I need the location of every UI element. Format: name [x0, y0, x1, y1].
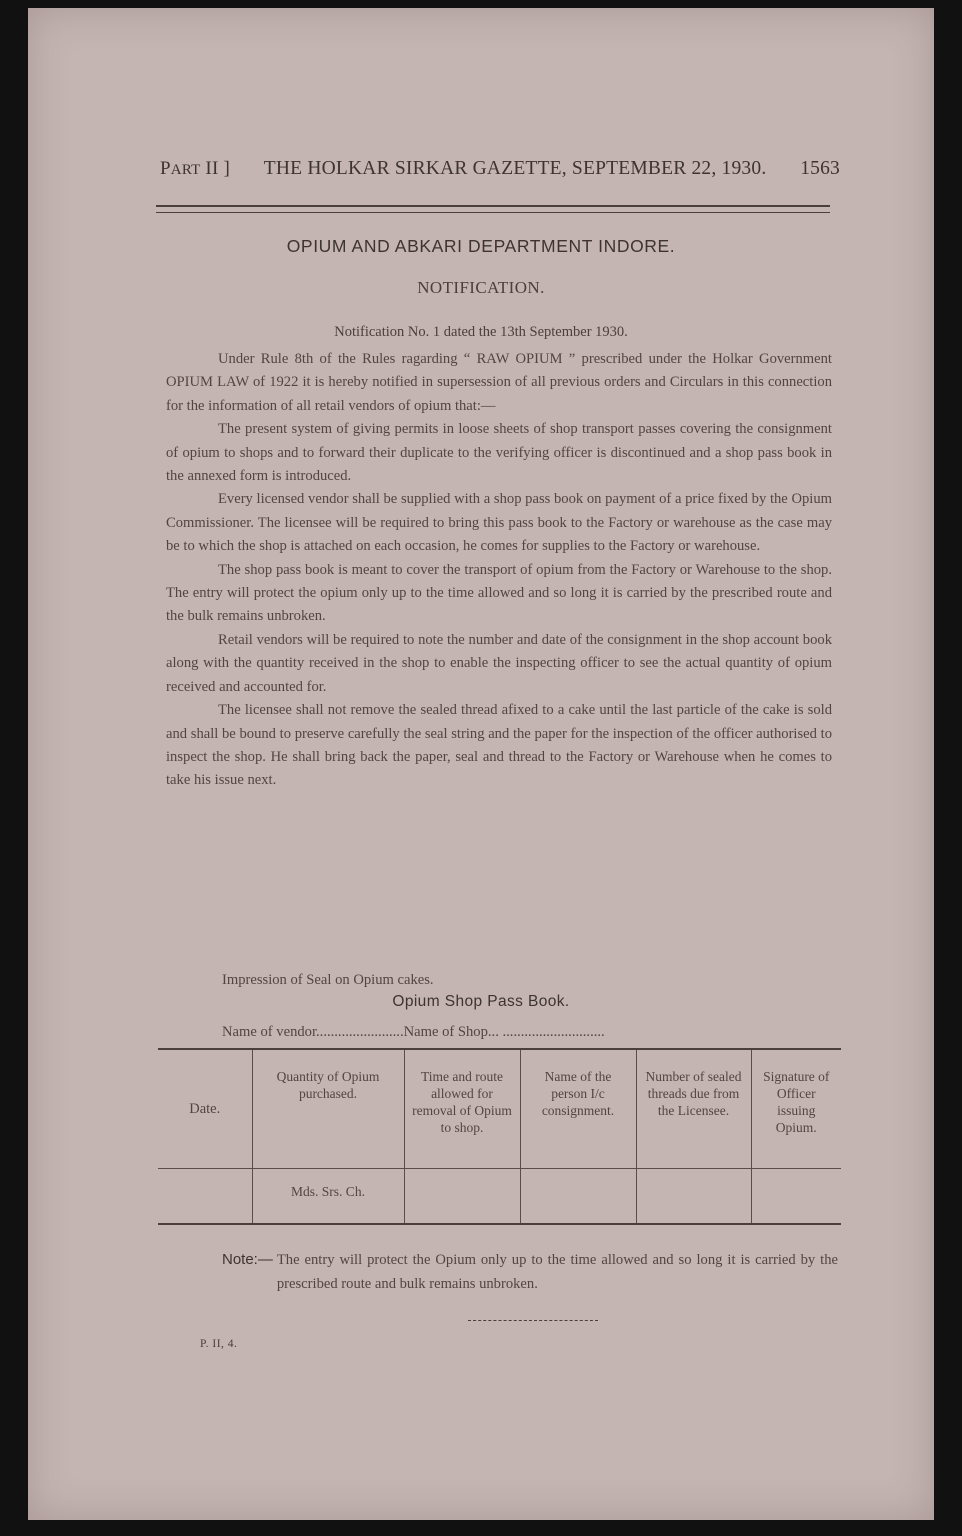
column-header-threads: Number of sealed threads due from the Licensee.	[636, 1049, 751, 1169]
gazette-header	[160, 158, 840, 180]
notification-number: Notification No. 1 dated the 13th September 1930.	[334, 324, 628, 340]
vendor-dots: ........................	[316, 1024, 404, 1040]
note-label: Note:—	[222, 1251, 273, 1268]
page-number: 1563	[800, 158, 840, 179]
table-cell	[158, 1169, 252, 1225]
part-prefix: P	[160, 158, 171, 179]
table-cell	[520, 1169, 636, 1225]
column-header-time-route: Time and route allowed for removal of Opium to shop.	[404, 1049, 520, 1169]
pass-book-title: Opium Shop Pass Book.	[392, 993, 570, 1010]
part-label	[160, 158, 230, 180]
header-rule	[156, 205, 830, 213]
pass-book-table	[158, 1048, 841, 1225]
table-cell	[751, 1169, 841, 1225]
gazette-title: THE HOLKAR SIRKAR GAZETTE, SEPTEMBER 22, 1930.	[263, 158, 767, 179]
vendor-line	[222, 1024, 822, 1041]
column-header-person: Name of the person I/c consignment.	[520, 1049, 636, 1169]
notification-title: NOTIFICATION.	[417, 278, 545, 297]
table-cell	[404, 1169, 520, 1225]
closing-rule	[468, 1320, 598, 1321]
table-header-row	[158, 1049, 841, 1169]
column-header-date: Date.	[189, 1100, 221, 1117]
paragraph: Every licensed vendor shall be supplied with a shop pass book on payment of a price fixed by the Opium Commissioner. The licensee will be required to bring this pass book to the Factory or warehouse as the case may be to which the shop is attached on each occasion, he comes for supplies to the Factory or warehouse.	[166, 491, 832, 555]
department-heading: OPIUM AND ABKARI DEPARTMENT INDORE.	[286, 236, 676, 256]
part-small: ART	[170, 162, 201, 178]
vendor-label: Name of vendor	[222, 1024, 317, 1040]
paragraph: The licensee shall not remove the sealed thread afixed to a cake until the last particle of the cake is sold and shall be bound to preserve carefully the seal string and the paper for the inspection of the officer authorised to inspect the shop. He shall bring back the paper, seal and thread to the Factory or Warehouse when he comes to take his issue next.	[166, 702, 832, 789]
paragraph: Under Rule 8th of the Rules ragarding “ RAW OPIUM ” prescribed under the Holkar Government OPIUM LAW of 1922 it is hereby notified in supersession of all previous orders and Circulars in this connection for the information of all retail vendors of opium that:—	[166, 351, 832, 414]
table-row	[158, 1169, 841, 1225]
seal-line: Impression of Seal on Opium cakes.	[222, 972, 434, 988]
part-suffix: II ]	[200, 158, 230, 179]
paragraph: The shop pass book is meant to cover the transport of opium from the Factory or Warehouse to the shop. The entry will protect the opium only up to the time allowed and so long it is carried by the prescribed route and the bulk remains unbroken.	[166, 561, 832, 625]
note	[222, 1248, 838, 1296]
gazette-page	[28, 8, 934, 1520]
column-header-signature: Signature of Officer issuing Opium.	[751, 1049, 841, 1169]
column-header-quantity: Quantity of Opium purchased.	[252, 1049, 404, 1169]
paragraph: Retail vendors will be required to note the number and date of the consignment in the shop account book along with the quantity received in the shop to enable the inspecting officer to see the actual quantity of opium received and accounted for.	[166, 631, 832, 695]
footer-reference: P. II, 4.	[200, 1338, 238, 1350]
shop-dots: ... ............................	[487, 1024, 605, 1040]
notification-body	[166, 348, 832, 793]
shop-label: Name of Shop	[403, 1024, 488, 1040]
table-cell-units: Mds. Srs. Ch.	[252, 1169, 404, 1225]
table-cell	[636, 1169, 751, 1225]
note-text: The entry will protect the Opium only up to the time allowed and so long it is carried by the prescribed route and bulk remains unbroken.	[276, 1252, 838, 1292]
paragraph: The present system of giving permits in loose sheets of shop transport passes covering the consignment of opium to shops and to forward their duplicate to the verifying officer is discontinued and a shop pass book in the annexed form is introduced.	[166, 421, 832, 485]
